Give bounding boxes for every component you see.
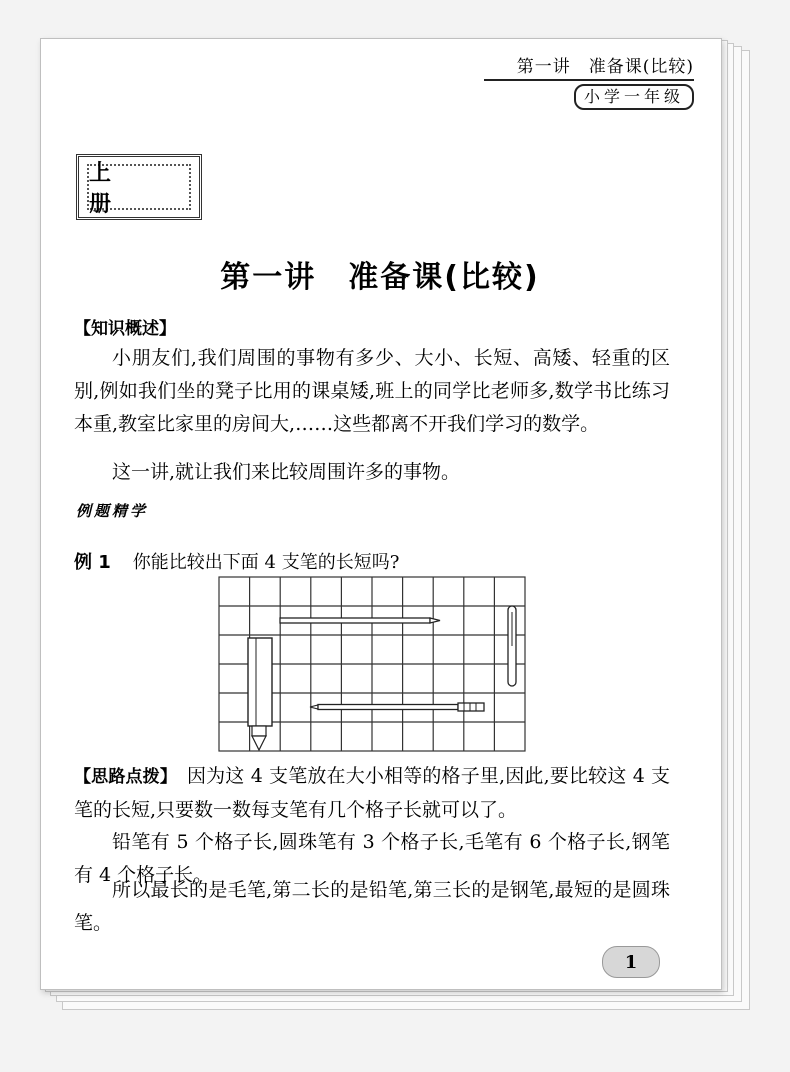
volume-label: 上 册 (87, 164, 191, 210)
hint-para-3: 所以最长的是毛笔,第二长的是铅笔,第三长的是钢笔,最短的是圆珠笔。 (74, 879, 670, 934)
brush-pen-icon (248, 638, 272, 750)
page-number: 1 (602, 946, 660, 978)
pen-grid (218, 576, 526, 752)
hint-para-2: 铅笔有 5 个格子长,圆珠笔有 3 个格子长,毛笔有 6 个格子长,钢笔有 4 个格子长。 (74, 831, 670, 886)
lesson-title: 第一讲 准备课(比较) (220, 260, 540, 295)
knowledge-para-1: 小朋友们,我们周围的事物有多少、大小、长短、高矮、轻重的区别,例如我们坐的凳子比用的课桌矮,班上的同学比老师多,数学书比练习本重,教室比家里的房间大,……这些都离不开我们学习的数学。 (74, 347, 670, 435)
hint-para-1: 因为这 4 支笔放在大小相等的格子里,因此,要比较这 4 支笔的长短,只要数一数每支笔有几个格子长就可以了。 (74, 765, 670, 821)
header-title: 第一讲 准备课(比较) (516, 57, 694, 77)
volume-frame (76, 154, 202, 220)
pen-grid-figure (218, 576, 526, 756)
examples-heading: 例题精学 (76, 502, 149, 520)
example-1-question: 你能比较出下面 4 支笔的长短吗? (132, 552, 400, 573)
knowledge-label: 【知识概述】 (74, 319, 176, 339)
pencil-icon (280, 618, 440, 623)
example-1-label: 例 1 (74, 552, 111, 573)
hint-label: 【思路点拨】 (74, 767, 178, 787)
ballpoint-pen-icon (508, 606, 516, 686)
hint-block (74, 760, 670, 827)
header-rule (484, 79, 694, 81)
example-1 (74, 548, 399, 574)
grade-badge: 小学一年级 (574, 84, 694, 110)
knowledge-para-2: 这一讲,就让我们来比较周围许多的事物。 (112, 461, 461, 483)
running-header (484, 52, 694, 110)
fountain-pen-icon (310, 703, 484, 711)
